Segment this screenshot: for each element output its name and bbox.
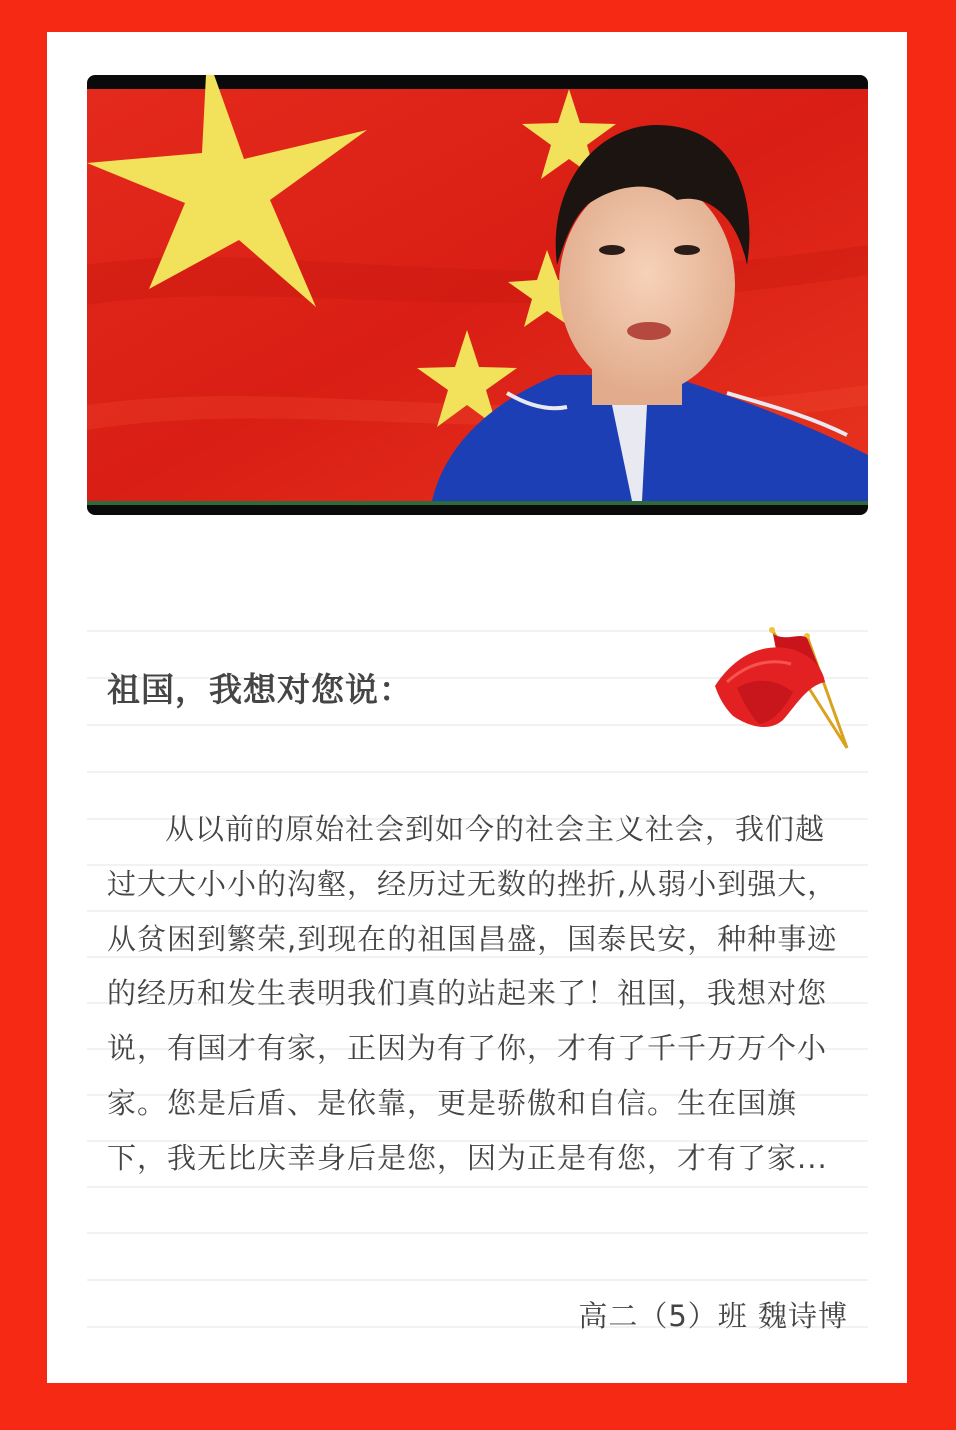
student-photo	[87, 75, 868, 515]
student-face	[559, 177, 735, 393]
page-title: 祖国，我想对您说：	[107, 670, 413, 709]
red-flag-icon	[707, 624, 852, 754]
letter-body: 从以前的原始社会到如今的社会主义社会，我们越过大大小小的沟壑，经历过无数的挫折,从弱小到强大，从贫困到繁荣,到现在的祖国昌盛，国泰民安，种种事迹的经历和发生表明我们真的站起来了！祖国，我想对您说，有国才有家，正因为有了你，才有了千千万万个小家。您是后盾、是依靠，更是骄傲和自信。生在国旗下，我无比庆幸身后是您，因为正是有您，才有了家...	[107, 812, 838, 1175]
letter-card	[47, 32, 907, 1383]
signature: 高二（5）班 魏诗博	[578, 1299, 848, 1333]
